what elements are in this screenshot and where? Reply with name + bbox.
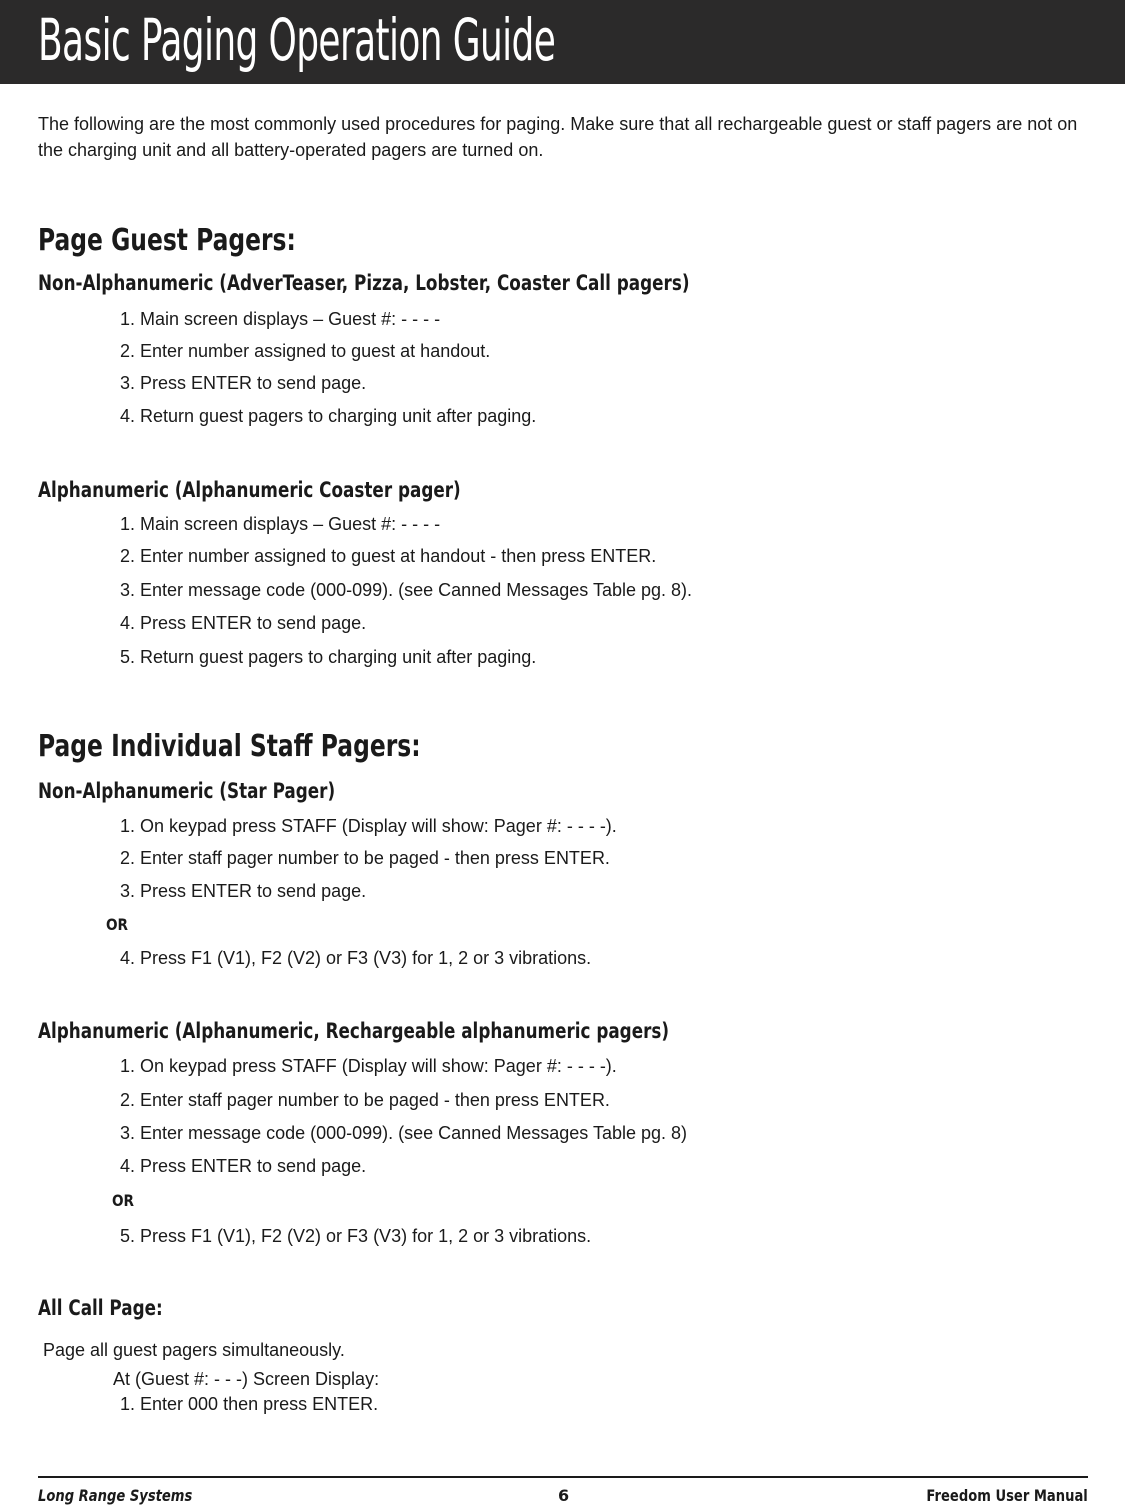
list-item: 4. Press ENTER to send page. [120,613,367,633]
all-call-heading: All Call Page: [38,1296,163,1320]
footer-company: Long Range Systems [38,1486,193,1505]
guest-non-alpha-heading: Non-Alphanumeric (AdverTeaser, Pizza, Lobster, Coaster Call pagers) [38,271,690,295]
or-label: OR [106,915,129,934]
title-banner [0,0,1125,84]
guest-section-heading: Page Guest Pagers: [38,223,296,258]
list-item: 5. Return guest pagers to charging unit after paging. [120,647,537,667]
guest-alpha-heading: Alphanumeric (Alphanumeric Coaster pager) [38,478,461,502]
list-item: 1. On keypad press STAFF (Display will show: Pager #: - - - -). [120,816,617,836]
list-item: 2. Enter number assigned to guest at handout. [120,341,491,361]
all-call-description: Page all guest pagers simultaneously. [43,1340,345,1360]
footer-divider [38,1476,1088,1478]
list-item: 4. Return guest pagers to charging unit after paging. [120,406,537,426]
intro-paragraph: The following are the most commonly used procedures for paging. Make sure that all rechargeable guest or staff pagers are not on the charging unit and all battery-operated pagers are turned on. [38,114,1078,160]
list-item: 4. Press ENTER to send page. [120,1156,367,1176]
list-item: 3. Press ENTER to send page. [120,373,367,393]
list-item: 1. Main screen displays – Guest #: - - - - [120,309,441,329]
all-call-screen-note: At (Guest #: - - -) Screen Display: [113,1369,380,1389]
page-number: 6 [558,1486,570,1505]
list-item: 3. Press ENTER to send page. [120,881,367,901]
staff-section-heading: Page Individual Staff Pagers: [38,729,421,764]
staff-alpha-heading: Alphanumeric (Alphanumeric, Rechargeable alphanumeric pagers) [38,1019,670,1043]
page-title: Basic Paging Operation Guide [38,6,556,74]
list-item: 1. On keypad press STAFF (Display will show: Pager #: - - - -). [120,1056,617,1076]
list-item: 3. Enter message code (000-099). (see Canned Messages Table pg. 8). [120,580,693,600]
list-item: 1. Main screen displays – Guest #: - - - - [120,514,441,534]
or-label: OR [112,1191,135,1210]
list-item: 1. Enter 000 then press ENTER. [120,1394,379,1414]
footer-manual-title: Freedom User Manual [926,1486,1088,1505]
list-item: 5. Press F1 (V1), F2 (V2) or F3 (V3) for 1, 2 or 3 vibrations. [120,1226,592,1246]
staff-non-alpha-heading: Non-Alphanumeric (Star Pager) [38,779,336,803]
list-item: 2. Enter number assigned to guest at handout - then press ENTER. [120,546,657,566]
list-item: 3. Enter message code (000-099). (see Canned Messages Table pg. 8) [120,1123,687,1143]
list-item: 2. Enter staff pager number to be paged - then press ENTER. [120,1090,610,1110]
list-item: 4. Press F1 (V1), F2 (V2) or F3 (V3) for 1, 2 or 3 vibrations. [120,948,592,968]
list-item: 2. Enter staff pager number to be paged - then press ENTER. [120,848,610,868]
